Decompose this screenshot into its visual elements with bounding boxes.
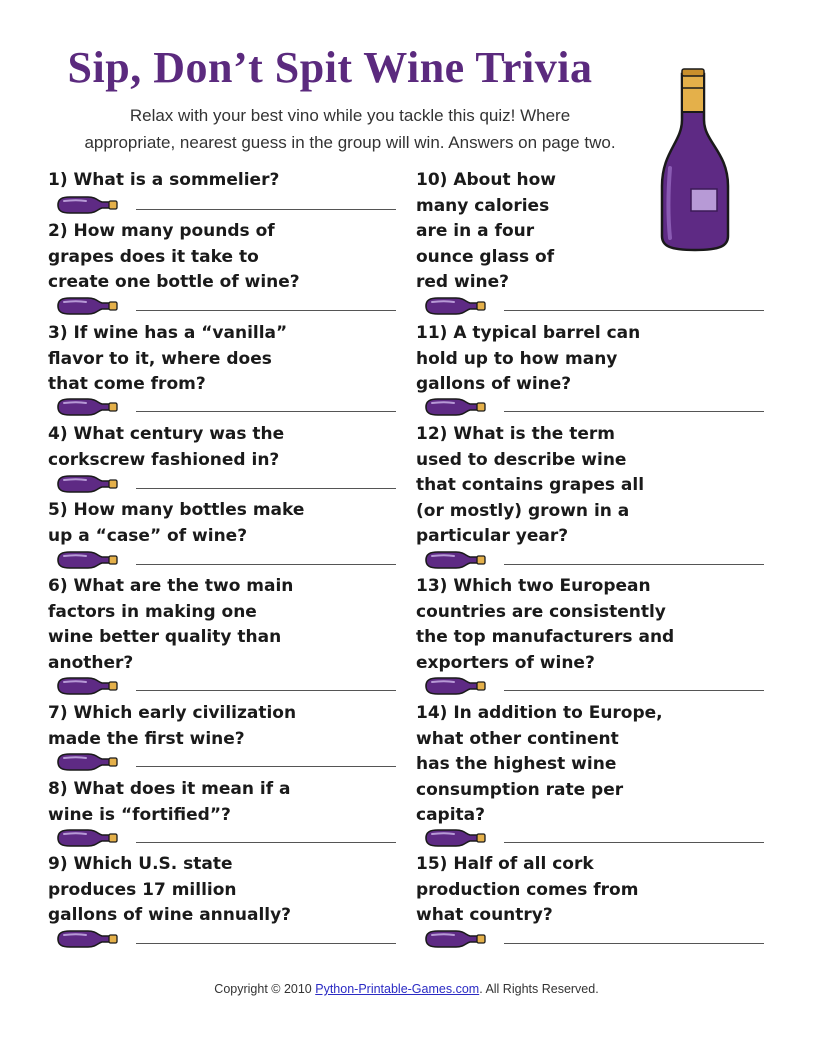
question-6 bbox=[48, 574, 388, 676]
question-2 bbox=[48, 219, 388, 296]
question-text-line: 13) Which two European bbox=[416, 576, 651, 596]
question-text-line: 6) What are the two main bbox=[48, 576, 294, 596]
answer-line-5[interactable] bbox=[56, 549, 396, 571]
question-text-line: 2) How many pounds of bbox=[48, 221, 275, 241]
answer-rule bbox=[136, 411, 396, 412]
intro-line: Relax with your best vino while you tackle this quiz! Where bbox=[129, 106, 571, 125]
wine-bottle-small-icon bbox=[424, 928, 486, 950]
wine-bottle-small-icon bbox=[56, 751, 118, 773]
wine-bottle-small-icon bbox=[56, 928, 118, 950]
question-5 bbox=[48, 498, 388, 549]
wine-bottle-small-icon bbox=[424, 295, 486, 317]
answer-rule bbox=[136, 766, 396, 767]
question-text-line: wine better quality than bbox=[48, 627, 282, 647]
answer-rule bbox=[136, 842, 396, 843]
answer-rule bbox=[504, 310, 764, 311]
answer-rule bbox=[504, 411, 764, 412]
question-text-line: factors in making one bbox=[48, 601, 257, 622]
question-text-line: (or mostly) grown in a bbox=[416, 500, 630, 521]
question-text-line: used to describe wine bbox=[416, 449, 627, 470]
question-13 bbox=[416, 574, 756, 676]
wine-bottle-small-icon bbox=[56, 827, 118, 849]
question-text-line: particular year? bbox=[416, 526, 569, 546]
question-text-line: what country? bbox=[416, 905, 553, 925]
question-8 bbox=[48, 777, 388, 828]
question-text-line: 9) Which U.S. state bbox=[48, 854, 233, 874]
wine-bottle-small-icon bbox=[424, 675, 486, 697]
answer-line-13[interactable] bbox=[424, 675, 764, 697]
question-text-line: capita? bbox=[416, 805, 486, 825]
question-text-line: wine is “fortified”? bbox=[48, 804, 231, 825]
question-text-line: countries are consistently bbox=[416, 601, 666, 622]
answer-rule bbox=[504, 564, 764, 565]
wine-bottle-small-icon bbox=[56, 396, 118, 418]
question-3 bbox=[48, 321, 388, 398]
question-9 bbox=[48, 852, 388, 929]
question-text-line: that contains grapes all bbox=[416, 475, 645, 495]
question-text-line: 7) Which early civilization bbox=[48, 703, 297, 723]
answer-line-6[interactable] bbox=[56, 675, 396, 697]
question-15 bbox=[416, 852, 756, 929]
question-text-line: 1) What is a sommelier? bbox=[48, 170, 280, 190]
question-text-line: up a “case” of wine? bbox=[48, 525, 248, 546]
answer-line-7[interactable] bbox=[56, 751, 396, 773]
answer-line-1[interactable] bbox=[56, 194, 396, 216]
question-text-line: gallons of wine? bbox=[416, 374, 572, 394]
question-text-line: hold up to how many bbox=[416, 348, 618, 369]
wine-bottle-small-icon bbox=[56, 194, 118, 216]
answer-line-11[interactable] bbox=[424, 396, 764, 418]
wine-bottle-small-icon bbox=[56, 295, 118, 317]
answer-line-9[interactable] bbox=[56, 928, 396, 950]
question-text-line: that come from? bbox=[48, 374, 206, 394]
question-text-line: 5) How many bottles make bbox=[48, 500, 305, 520]
question-text-line: exporters of wine? bbox=[416, 652, 595, 673]
answer-rule bbox=[504, 943, 764, 944]
question-text-line: 10) About how bbox=[416, 170, 556, 190]
question-text-line: the top manufacturers and bbox=[416, 627, 675, 647]
question-text-line: 3) If wine has a “vanilla” bbox=[48, 323, 288, 343]
footer-prefix: Copyright © 2010 bbox=[214, 982, 316, 996]
footer-suffix: . All Rights Reserved. bbox=[479, 982, 599, 996]
answer-line-4[interactable] bbox=[56, 473, 396, 495]
question-text-line: are in a four bbox=[416, 221, 535, 241]
answer-line-3[interactable] bbox=[56, 396, 396, 418]
question-text-line: 11) A typical barrel can bbox=[416, 323, 641, 343]
question-text-line: ounce glass of bbox=[416, 246, 555, 267]
question-text-line: 4) What century was the bbox=[48, 424, 285, 444]
question-text-line: 8) What does it mean if a bbox=[48, 779, 291, 799]
answer-rule bbox=[504, 842, 764, 843]
answer-line-8[interactable] bbox=[56, 827, 396, 849]
question-10 bbox=[416, 168, 756, 296]
answer-rule bbox=[136, 310, 396, 311]
answer-line-12[interactable] bbox=[424, 549, 764, 571]
question-12 bbox=[416, 422, 756, 550]
question-text-line: flavor to it, where does bbox=[48, 348, 272, 369]
wine-bottle-small-icon bbox=[56, 549, 118, 571]
answer-rule bbox=[136, 690, 396, 691]
question-text-line: corkscrew fashioned in? bbox=[48, 449, 280, 470]
intro-line: appropriate, nearest guess in the group will win. Answers on page two. bbox=[84, 133, 616, 152]
question-text-line: 12) What is the term bbox=[416, 424, 616, 444]
question-7 bbox=[48, 701, 388, 752]
question-text-line: production comes from bbox=[416, 879, 639, 900]
answer-rule bbox=[136, 488, 396, 489]
question-text-line: 14) In addition to Europe, bbox=[416, 703, 663, 723]
answer-rule bbox=[136, 943, 396, 944]
question-text-line: has the highest wine bbox=[416, 754, 617, 774]
question-1 bbox=[48, 168, 388, 194]
question-text-line: create one bottle of wine? bbox=[48, 272, 300, 292]
wine-bottle-small-icon bbox=[424, 827, 486, 849]
footer-copyright bbox=[0, 982, 813, 996]
answer-line-10[interactable] bbox=[424, 295, 764, 317]
wine-bottle-small-icon bbox=[56, 675, 118, 697]
answer-rule bbox=[504, 690, 764, 691]
answer-line-15[interactable] bbox=[424, 928, 764, 950]
wine-bottle-small-icon bbox=[424, 549, 486, 571]
page-title: Sip, Don’t Spit Wine Trivia bbox=[67, 43, 593, 92]
question-text-line: gallons of wine annually? bbox=[48, 905, 292, 925]
wine-bottle-small-icon bbox=[56, 473, 118, 495]
answer-line-2[interactable] bbox=[56, 295, 396, 317]
question-text-line: grapes does it take to bbox=[48, 246, 259, 267]
answer-rule bbox=[136, 209, 396, 210]
wine-bottle-small-icon bbox=[424, 396, 486, 418]
question-14 bbox=[416, 701, 756, 829]
answer-line-14[interactable] bbox=[424, 827, 764, 849]
answer-rule bbox=[136, 564, 396, 565]
question-text-line: another? bbox=[48, 652, 134, 673]
intro-text bbox=[40, 102, 660, 156]
question-11 bbox=[416, 321, 756, 398]
question-text-line: red wine? bbox=[416, 272, 510, 292]
question-text-line: consumption rate per bbox=[416, 779, 624, 800]
question-text-line: made the first wine? bbox=[48, 728, 245, 749]
question-text-line: 15) Half of all cork bbox=[416, 854, 594, 874]
site-link[interactable]: Python-Printable-Games.com bbox=[315, 982, 480, 996]
question-4 bbox=[48, 422, 388, 473]
question-text-line: produces 17 million bbox=[48, 879, 237, 900]
question-text-line: what other continent bbox=[416, 728, 619, 749]
question-text-line: many calories bbox=[416, 195, 550, 216]
